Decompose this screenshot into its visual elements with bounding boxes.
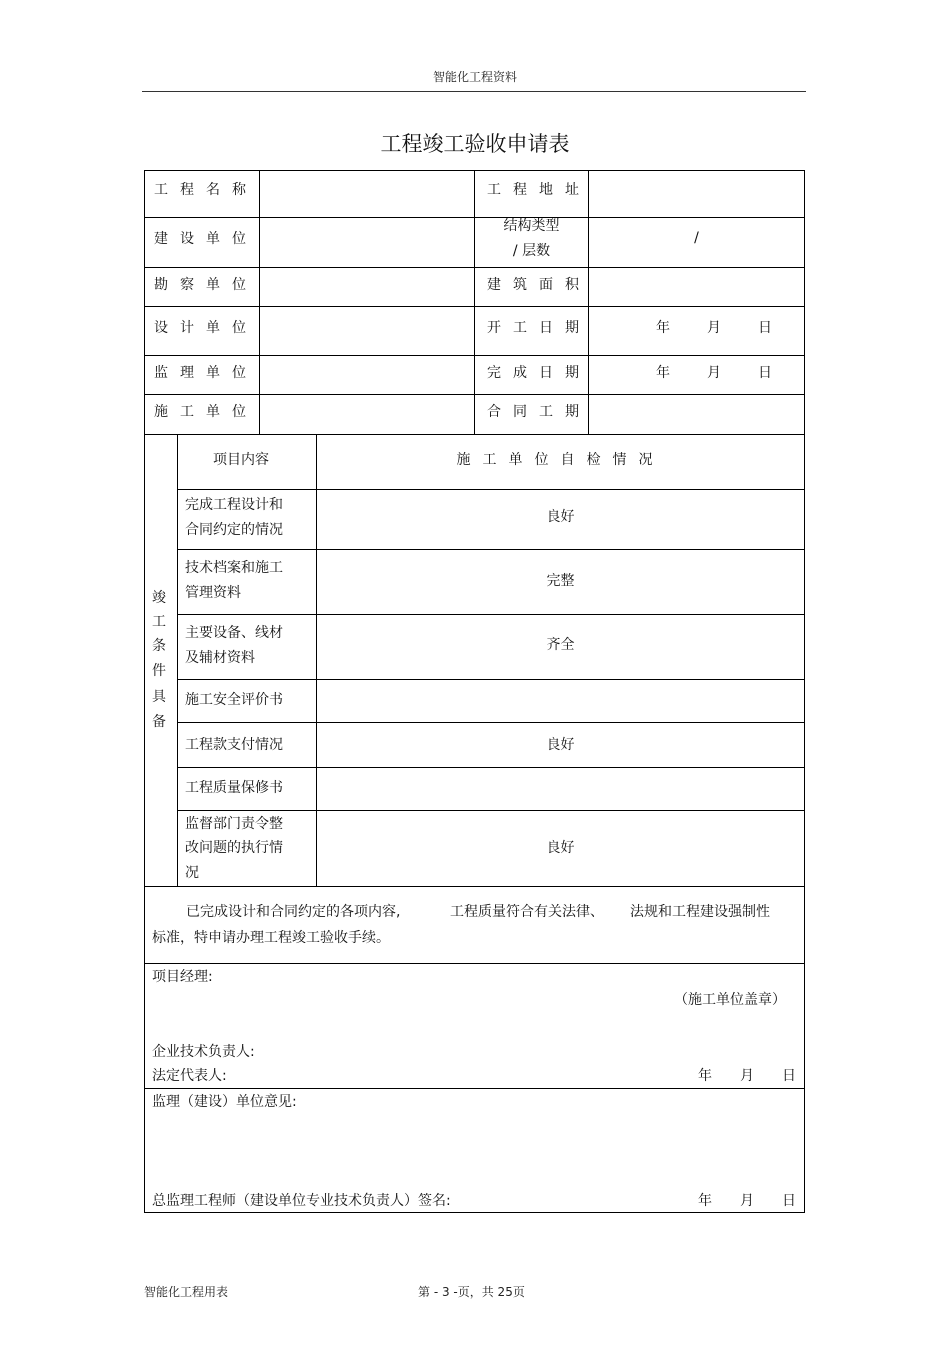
header-item-content: 项目内容 (213, 452, 269, 468)
item-label-line: 工程款支付情况 (185, 737, 283, 753)
footer-left: 智能化工程用表 (144, 1285, 229, 1299)
item-label-line: 监督部门责令整 (185, 816, 283, 832)
side-char: 具 (152, 689, 166, 705)
statement-line-2: 标准，特申请办理工程竣工验收手续。 (152, 930, 390, 946)
completion-date-day: 日 (758, 365, 772, 381)
row-divider (144, 963, 805, 964)
item-label-line: 技术档案和施工 (185, 560, 283, 576)
label-project-name: 工程名称 (154, 182, 258, 198)
table-border-right (804, 170, 805, 1213)
header-rule (142, 91, 806, 92)
label-survey-unit: 勘察单位 (154, 277, 258, 293)
label-developer: 建设单位 (154, 231, 258, 247)
label-building-area: 建筑面积 (487, 277, 591, 293)
supervision-date-month: 月 (740, 1193, 754, 1209)
label-structure-type: 结构类型 (503, 218, 560, 234)
item-label-line: 工程质量保修书 (185, 780, 283, 796)
statement-part-a: 已完成设计和合同约定的各项内容, (186, 904, 401, 920)
completion-date-month: 月 (707, 365, 721, 381)
start-date-year: 年 (656, 320, 670, 336)
project-manager-label: 项目经理: (152, 969, 213, 985)
row-divider (144, 434, 805, 435)
contractor-date-month: 月 (740, 1068, 754, 1084)
start-date-month: 月 (707, 320, 721, 336)
label-floors: / 层数 (512, 243, 551, 259)
item-status: 完整 (546, 573, 575, 589)
col-divider (316, 434, 317, 886)
label-project-address: 工程地址 (487, 182, 591, 198)
item-status: 良好 (546, 737, 575, 753)
contractor-date-day: 日 (782, 1068, 796, 1084)
row-divider (177, 767, 805, 768)
row-divider (177, 489, 805, 490)
row-divider (177, 722, 805, 723)
item-status: 良好 (546, 840, 575, 856)
value-structure-floors: / (694, 230, 699, 246)
label-start-date: 开工日期 (487, 320, 591, 336)
item-label-line: 况 (185, 865, 199, 881)
header-self-check: 施工单位自检情况 (456, 452, 665, 468)
label-completion-date: 完成日期 (487, 365, 591, 381)
side-char: 备 (152, 714, 166, 730)
contractor-seal-label: （施工单位盖章） (674, 992, 786, 1008)
contractor-date-year: 年 (698, 1068, 712, 1084)
item-label-line: 主要设备、线材 (185, 625, 283, 641)
item-label-line: 改问题的执行情 (185, 840, 283, 856)
page-header: 智能化工程资料 (432, 70, 517, 84)
statement-part-c: 法规和工程建设强制性 (630, 904, 770, 920)
label-construction-unit: 施工单位 (154, 404, 258, 420)
item-label-line: 施工安全评价书 (185, 692, 283, 708)
side-char: 条 (152, 638, 166, 654)
col-divider (588, 170, 589, 434)
supervision-date-day: 日 (782, 1193, 796, 1209)
col-divider (474, 170, 475, 434)
start-date-day: 日 (758, 320, 772, 336)
row-divider (177, 549, 805, 550)
row-divider (177, 614, 805, 615)
footer-page-number: 第 - 3 -页，共 25页 (418, 1285, 525, 1299)
label-design-unit: 设计单位 (154, 320, 258, 336)
supervision-opinion-label: 监理（建设）单位意见: (152, 1094, 297, 1110)
table-border-left (144, 170, 145, 1213)
col-divider (177, 434, 178, 886)
completion-date-year: 年 (656, 365, 670, 381)
item-label-line: 完成工程设计和 (185, 497, 283, 513)
legal-rep-label: 法定代表人: (152, 1068, 227, 1084)
row-divider (144, 1088, 805, 1089)
side-char: 工 (152, 614, 166, 630)
item-label-line: 管理资料 (185, 585, 241, 601)
label-contract-period: 合同工期 (487, 404, 591, 420)
form-title: 工程竣工验收申请表 (380, 132, 570, 156)
item-status: 齐全 (546, 637, 575, 653)
tech-lead-label: 企业技术负责人: (152, 1044, 255, 1060)
row-divider (177, 679, 805, 680)
chief-engineer-signature-label: 总监理工程师（建设单位专业技术负责人）签名: (152, 1193, 451, 1209)
item-status: 良好 (546, 509, 575, 525)
supervision-date-year: 年 (698, 1193, 712, 1209)
row-divider (144, 886, 805, 887)
statement-part-b: 工程质量符合有关法律、 (450, 904, 604, 920)
side-char: 竣 (152, 590, 166, 606)
col-divider (259, 170, 260, 434)
item-label-line: 合同约定的情况 (185, 522, 283, 538)
label-supervision-unit: 监理单位 (154, 365, 258, 381)
side-char: 件 (152, 663, 166, 679)
item-label-line: 及辅材资料 (185, 650, 255, 666)
row-divider (177, 810, 805, 811)
